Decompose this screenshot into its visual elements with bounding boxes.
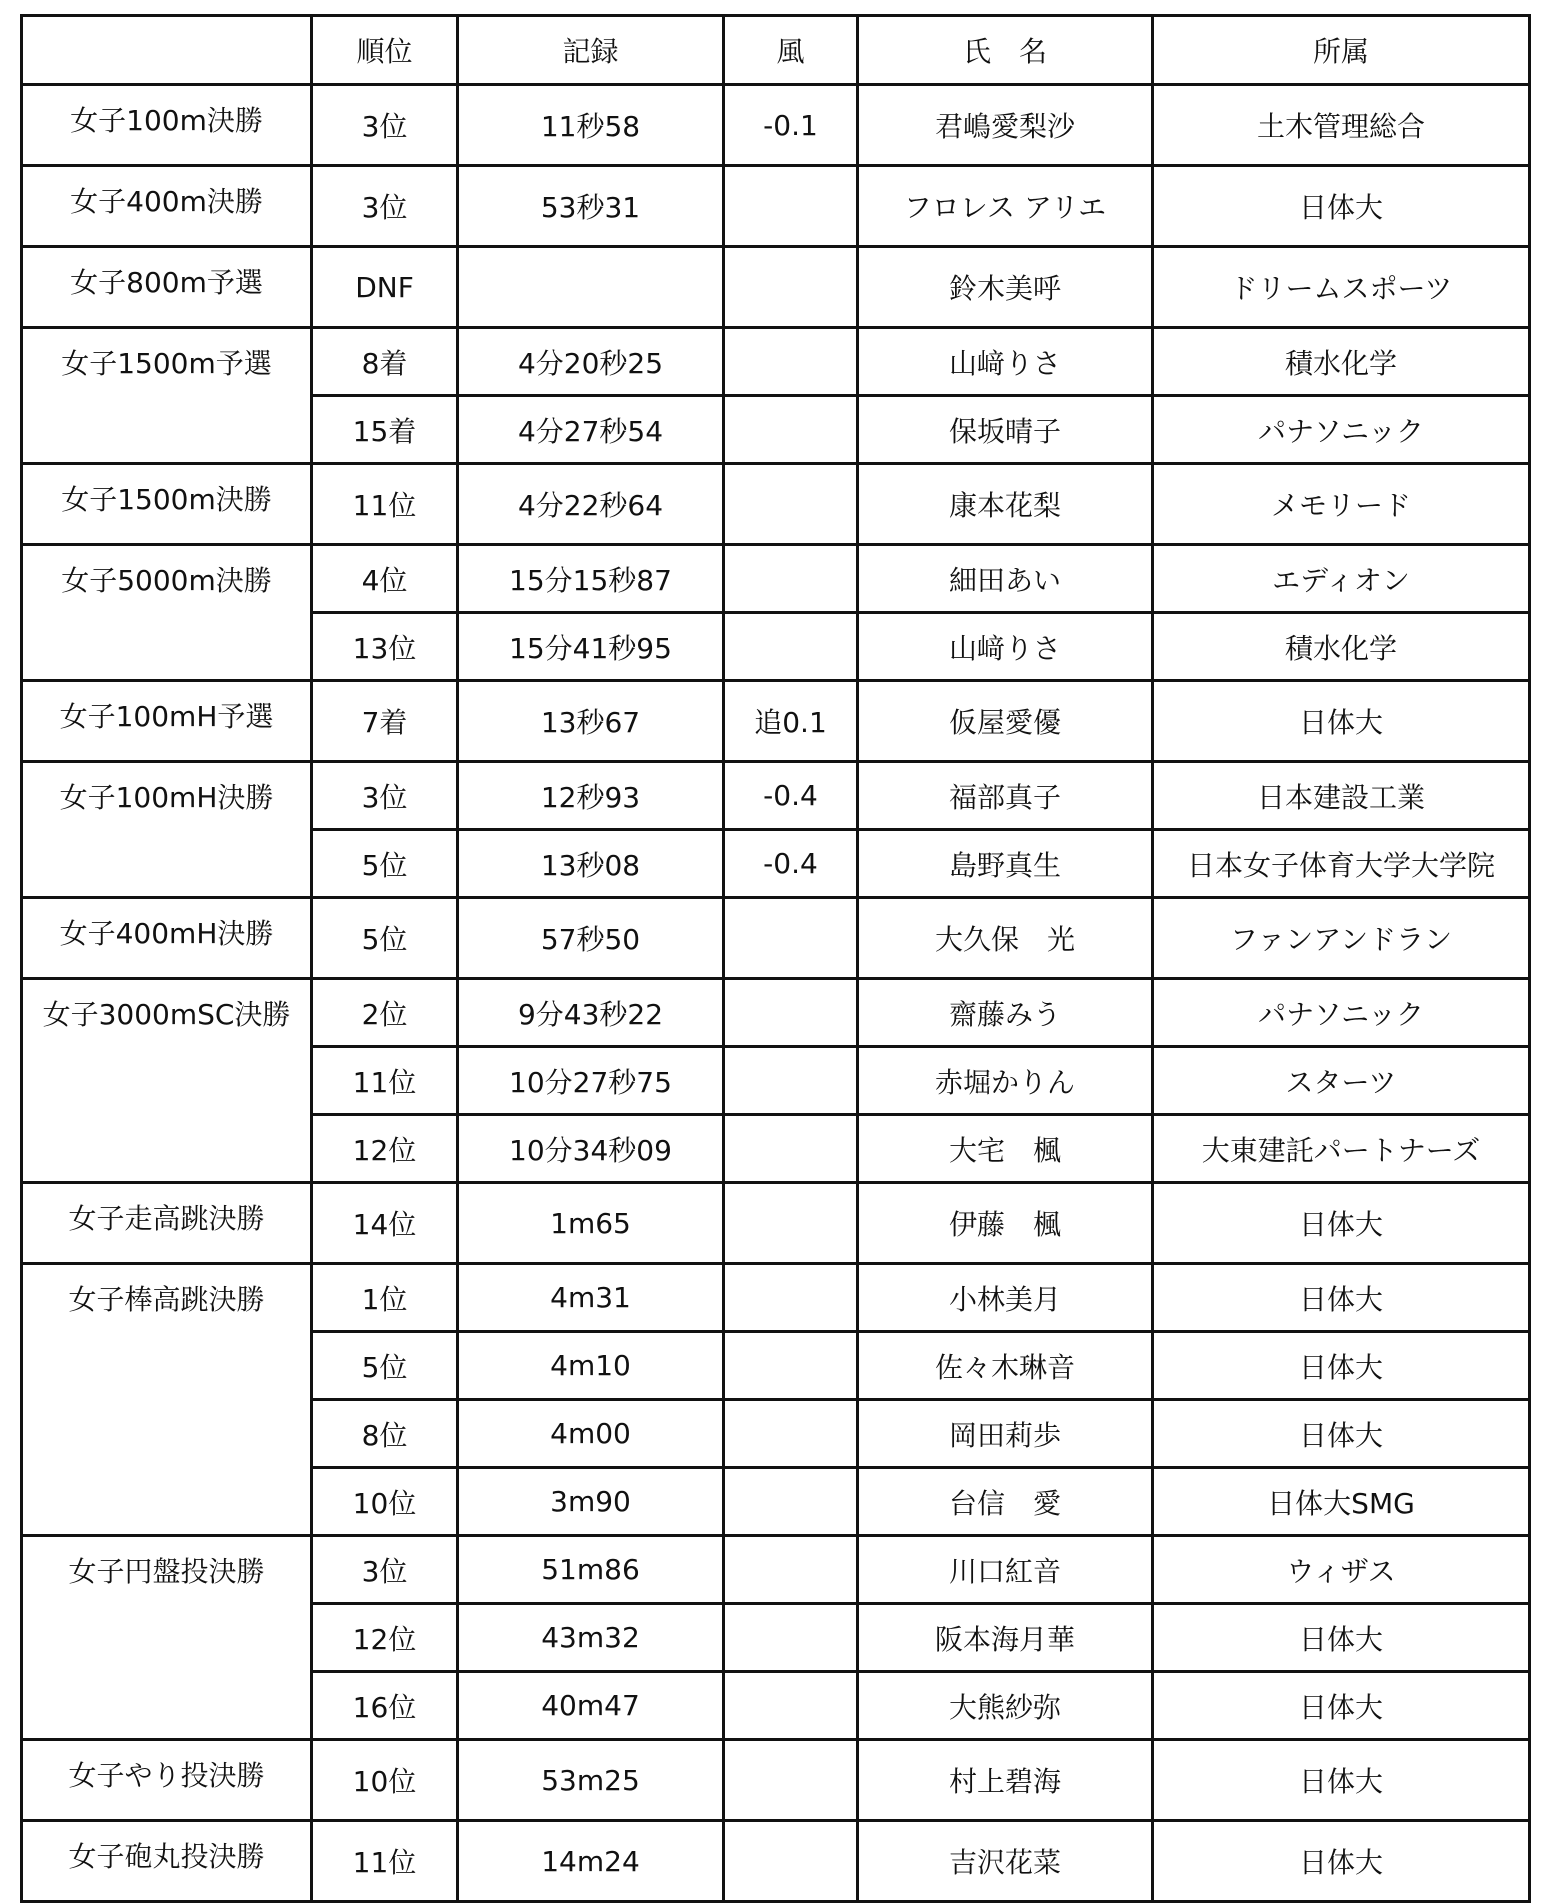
event-cell: 女子走高跳決勝 [22, 1183, 312, 1264]
table-row [22, 1536, 1530, 1604]
header-record: 記録 [458, 16, 724, 85]
wind-cell [724, 396, 858, 464]
rank-cell: 11位 [312, 1047, 458, 1115]
team-cell: 大東建託パートナーズ [1153, 1115, 1530, 1183]
header-row [22, 16, 1530, 85]
wind-cell [724, 1672, 858, 1740]
rank-cell: 13位 [312, 613, 458, 681]
athlete-cell: 康本花梨 [858, 464, 1153, 545]
table-row [22, 247, 1530, 328]
wind-cell [724, 979, 858, 1047]
wind-cell [724, 545, 858, 613]
event-cell: 女子1500m決勝 [22, 464, 312, 545]
athlete-cell: 台信 愛 [858, 1468, 1153, 1536]
record-cell: 57秒50 [458, 898, 724, 979]
team-cell: 日体大 [1153, 166, 1530, 247]
record-cell: 4分20秒25 [458, 328, 724, 396]
record-cell: 40m47 [458, 1672, 724, 1740]
team-cell: 土木管理総合 [1153, 85, 1530, 166]
wind-cell: -0.4 [724, 762, 858, 830]
table-header [22, 16, 1530, 85]
rank-cell: 11位 [312, 464, 458, 545]
header-team: 所属 [1153, 16, 1530, 85]
record-cell: 9分43秒22 [458, 979, 724, 1047]
athlete-cell: 村上碧海 [858, 1740, 1153, 1821]
event-cell: 女子400m決勝 [22, 166, 312, 247]
athlete-cell: 仮屋愛優 [858, 681, 1153, 762]
record-cell: 12秒93 [458, 762, 724, 830]
athlete-cell: 福部真子 [858, 762, 1153, 830]
record-cell: 13秒67 [458, 681, 724, 762]
table-body [22, 85, 1530, 1902]
rank-cell: 5位 [312, 898, 458, 979]
wind-cell [724, 166, 858, 247]
header-athlete: 氏 名 [858, 16, 1153, 85]
athlete-cell: 保坂晴子 [858, 396, 1153, 464]
wind-cell [724, 1400, 858, 1468]
rank-cell: 8着 [312, 328, 458, 396]
athlete-cell: 細田あい [858, 545, 1153, 613]
record-cell: 10分27秒75 [458, 1047, 724, 1115]
team-cell: 日体大 [1153, 1740, 1530, 1821]
rank-cell: 3位 [312, 85, 458, 166]
record-cell [458, 247, 724, 328]
wind-cell [724, 898, 858, 979]
team-cell: パナソニック [1153, 979, 1530, 1047]
results-table [20, 14, 1531, 1903]
wind-cell [724, 1332, 858, 1400]
team-cell: パナソニック [1153, 396, 1530, 464]
wind-cell [724, 247, 858, 328]
event-cell: 女子100mH決勝 [22, 762, 312, 898]
record-cell: 53m25 [458, 1740, 724, 1821]
rank-cell: 5位 [312, 830, 458, 898]
team-cell: 日体大 [1153, 681, 1530, 762]
rank-cell: 16位 [312, 1672, 458, 1740]
rank-cell: DNF [312, 247, 458, 328]
table-row [22, 898, 1530, 979]
table-row [22, 1821, 1530, 1902]
athlete-cell: 齋藤みう [858, 979, 1153, 1047]
team-cell: 日体大 [1153, 1332, 1530, 1400]
rank-cell: 5位 [312, 1332, 458, 1400]
athlete-cell: 佐々木琳音 [858, 1332, 1153, 1400]
team-cell: 日本女子体育大学大学院 [1153, 830, 1530, 898]
rank-cell: 3位 [312, 1536, 458, 1604]
table-row [22, 681, 1530, 762]
event-cell: 女子100mH予選 [22, 681, 312, 762]
record-cell: 4m00 [458, 1400, 724, 1468]
event-cell: 女子800m予選 [22, 247, 312, 328]
athlete-cell: 山﨑りさ [858, 328, 1153, 396]
team-cell: ファンアンドラン [1153, 898, 1530, 979]
wind-cell: -0.1 [724, 85, 858, 166]
rank-cell: 10位 [312, 1740, 458, 1821]
header-rank: 順位 [312, 16, 458, 85]
wind-cell [724, 1264, 858, 1332]
table-row [22, 979, 1530, 1047]
table-row [22, 762, 1530, 830]
athlete-cell: 伊藤 楓 [858, 1183, 1153, 1264]
event-cell: 女子1500m予選 [22, 328, 312, 464]
wind-cell [724, 1604, 858, 1672]
wind-cell [724, 1821, 858, 1902]
wind-cell [724, 1047, 858, 1115]
table-row [22, 545, 1530, 613]
athlete-cell: 島野真生 [858, 830, 1153, 898]
athlete-cell: 山﨑りさ [858, 613, 1153, 681]
header-wind: 風 [724, 16, 858, 85]
team-cell: 日体大 [1153, 1400, 1530, 1468]
wind-cell [724, 1183, 858, 1264]
rank-cell: 3位 [312, 762, 458, 830]
athlete-cell: 鈴木美呼 [858, 247, 1153, 328]
rank-cell: 7着 [312, 681, 458, 762]
record-cell: 10分34秒09 [458, 1115, 724, 1183]
team-cell: 日体大 [1153, 1604, 1530, 1672]
athlete-cell: 大宅 楓 [858, 1115, 1153, 1183]
team-cell: 日体大 [1153, 1821, 1530, 1902]
rank-cell: 12位 [312, 1604, 458, 1672]
athlete-cell: 阪本海月華 [858, 1604, 1153, 1672]
table-row [22, 1740, 1530, 1821]
record-cell: 15分15秒87 [458, 545, 724, 613]
team-cell: ドリームスポーツ [1153, 247, 1530, 328]
athlete-cell: 赤堀かりん [858, 1047, 1153, 1115]
team-cell: 日体大 [1153, 1672, 1530, 1740]
team-cell: 日体大 [1153, 1183, 1530, 1264]
event-cell: 女子5000m決勝 [22, 545, 312, 681]
header-event [22, 16, 312, 85]
record-cell: 53秒31 [458, 166, 724, 247]
rank-cell: 12位 [312, 1115, 458, 1183]
team-cell: 日体大 [1153, 1264, 1530, 1332]
team-cell: ウィザス [1153, 1536, 1530, 1604]
record-cell: 4m10 [458, 1332, 724, 1400]
team-cell: 日体大SMG [1153, 1468, 1530, 1536]
wind-cell: -0.4 [724, 830, 858, 898]
record-cell: 4分22秒64 [458, 464, 724, 545]
wind-cell [724, 464, 858, 545]
record-cell: 11秒58 [458, 85, 724, 166]
athlete-cell: 大熊紗弥 [858, 1672, 1153, 1740]
table-row [22, 85, 1530, 166]
rank-cell: 1位 [312, 1264, 458, 1332]
record-cell: 14m24 [458, 1821, 724, 1902]
athlete-cell: 君嶋愛梨沙 [858, 85, 1153, 166]
event-cell: 女子400mH決勝 [22, 898, 312, 979]
athlete-cell: 岡田莉歩 [858, 1400, 1153, 1468]
record-cell: 4m31 [458, 1264, 724, 1332]
rank-cell: 14位 [312, 1183, 458, 1264]
rank-cell: 3位 [312, 166, 458, 247]
event-cell: 女子やり投決勝 [22, 1740, 312, 1821]
wind-cell [724, 1536, 858, 1604]
table-row [22, 1183, 1530, 1264]
event-cell: 女子円盤投決勝 [22, 1536, 312, 1740]
record-cell: 3m90 [458, 1468, 724, 1536]
wind-cell: 追0.1 [724, 681, 858, 762]
rank-cell: 10位 [312, 1468, 458, 1536]
team-cell: 積水化学 [1153, 613, 1530, 681]
record-cell: 1m65 [458, 1183, 724, 1264]
rank-cell: 15着 [312, 396, 458, 464]
athlete-cell: 川口紅音 [858, 1536, 1153, 1604]
record-cell: 43m32 [458, 1604, 724, 1672]
athlete-cell: フロレス アリエ [858, 166, 1153, 247]
table-row [22, 1264, 1530, 1332]
team-cell: スターツ [1153, 1047, 1530, 1115]
record-cell: 51m86 [458, 1536, 724, 1604]
wind-cell [724, 1115, 858, 1183]
team-cell: エディオン [1153, 545, 1530, 613]
event-cell: 女子棒高跳決勝 [22, 1264, 312, 1536]
table-row [22, 464, 1530, 545]
table-row [22, 166, 1530, 247]
rank-cell: 4位 [312, 545, 458, 613]
event-cell: 女子砲丸投決勝 [22, 1821, 312, 1902]
record-cell: 15分41秒95 [458, 613, 724, 681]
athlete-cell: 小林美月 [858, 1264, 1153, 1332]
event-cell: 女子3000mSC決勝 [22, 979, 312, 1183]
team-cell: メモリード [1153, 464, 1530, 545]
wind-cell [724, 613, 858, 681]
athlete-cell: 大久保 光 [858, 898, 1153, 979]
table-row [22, 328, 1530, 396]
record-cell: 13秒08 [458, 830, 724, 898]
athlete-cell: 吉沢花菜 [858, 1821, 1153, 1902]
wind-cell [724, 1740, 858, 1821]
wind-cell [724, 1468, 858, 1536]
wind-cell [724, 328, 858, 396]
event-cell: 女子100m決勝 [22, 85, 312, 166]
team-cell: 積水化学 [1153, 328, 1530, 396]
rank-cell: 8位 [312, 1400, 458, 1468]
team-cell: 日本建設工業 [1153, 762, 1530, 830]
rank-cell: 2位 [312, 979, 458, 1047]
record-cell: 4分27秒54 [458, 396, 724, 464]
rank-cell: 11位 [312, 1821, 458, 1902]
